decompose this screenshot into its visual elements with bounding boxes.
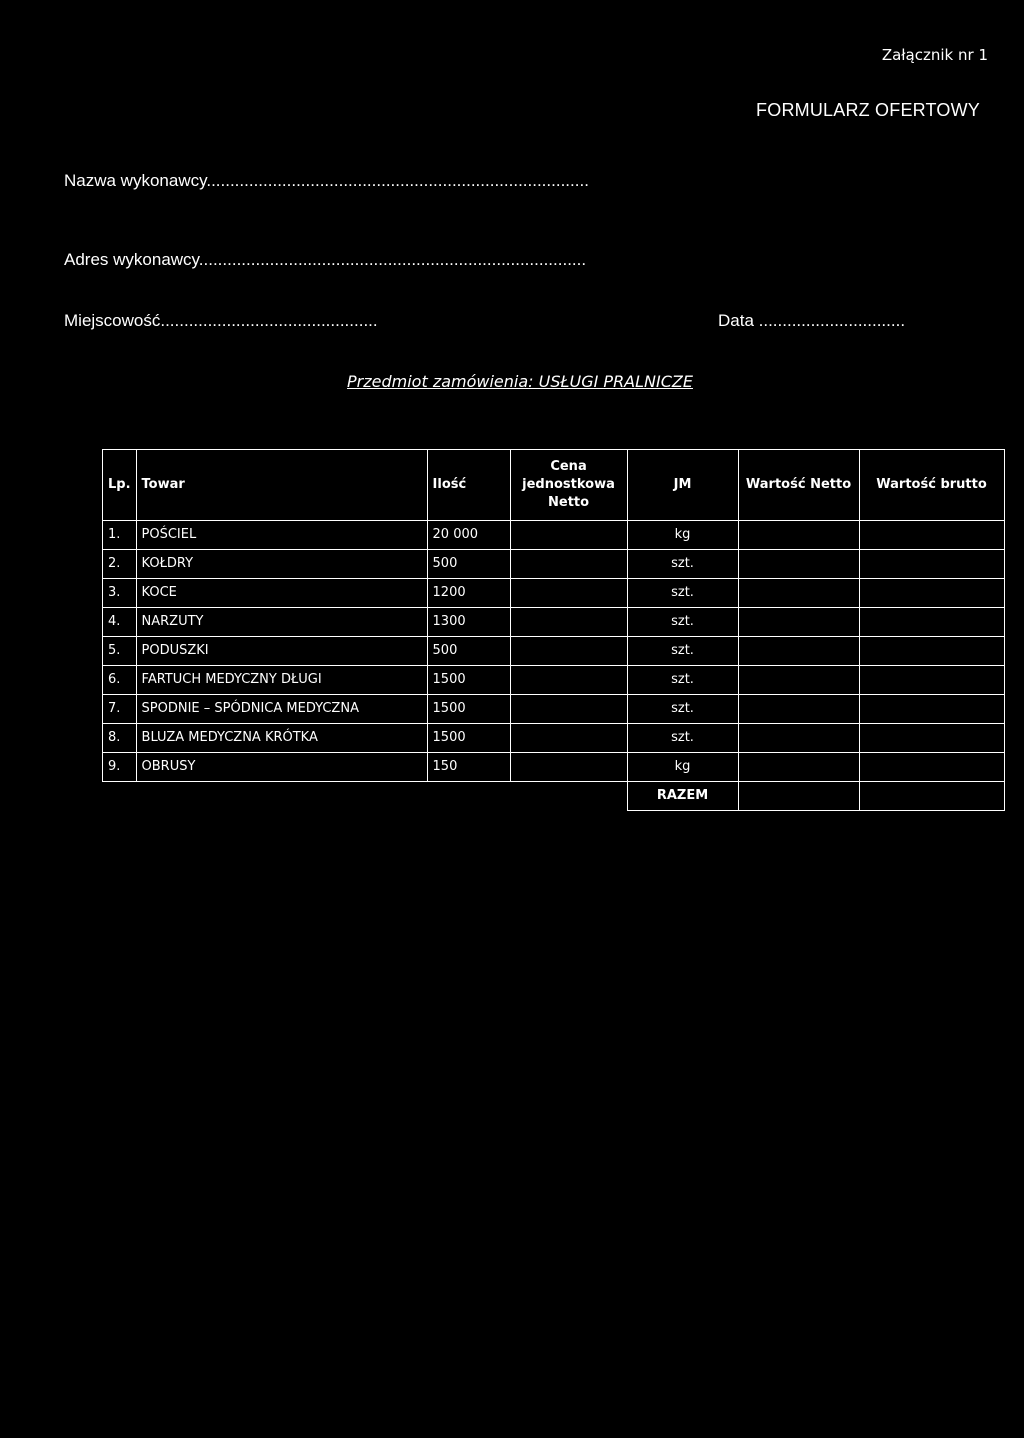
cell-wartosc-brutto[interactable] xyxy=(859,521,1004,550)
header-cena-line3: Netto xyxy=(548,495,590,510)
cell-jm: szt. xyxy=(627,666,738,695)
table-row xyxy=(103,550,1005,579)
header-cena-line1: Cena xyxy=(550,459,587,474)
cell-cena[interactable] xyxy=(510,724,627,753)
cell-towar: NARZUTY xyxy=(136,608,427,637)
table-header-row xyxy=(103,450,1005,521)
header-wartosc-netto: Wartość Netto xyxy=(738,450,859,521)
cell-cena[interactable] xyxy=(510,637,627,666)
attachment-label: Załącznik nr 1 xyxy=(881,46,988,64)
table-row xyxy=(103,753,1005,782)
cell-lp: 5. xyxy=(103,637,137,666)
cell-ilosc: 500 xyxy=(427,637,510,666)
cell-wartosc-netto[interactable] xyxy=(738,695,859,724)
cell-cena[interactable] xyxy=(510,608,627,637)
cell-jm: kg xyxy=(627,521,738,550)
cell-wartosc-netto[interactable] xyxy=(738,579,859,608)
cell-towar: POŚCIEL xyxy=(136,521,427,550)
table-row xyxy=(103,637,1005,666)
header-wartosc-brutto: Wartość brutto xyxy=(859,450,1004,521)
cell-jm: szt. xyxy=(627,637,738,666)
cell-lp: 8. xyxy=(103,724,137,753)
total-spacer xyxy=(136,782,427,811)
cell-ilosc: 500 xyxy=(427,550,510,579)
cell-lp: 9. xyxy=(103,753,137,782)
cell-wartosc-netto[interactable] xyxy=(738,637,859,666)
cell-cena[interactable] xyxy=(510,695,627,724)
cell-wartosc-brutto[interactable] xyxy=(859,579,1004,608)
total-wartosc-netto[interactable] xyxy=(738,782,859,811)
city-field: Miejscowość.............................................. xyxy=(64,311,378,330)
total-spacer xyxy=(427,782,510,811)
table-row xyxy=(103,521,1005,550)
contractor-name-field: Nazwa wykonawcy................................................................................. xyxy=(64,171,589,190)
cell-towar: PODUSZKI xyxy=(136,637,427,666)
cell-ilosc: 1500 xyxy=(427,695,510,724)
cell-lp: 3. xyxy=(103,579,137,608)
header-ilosc: Ilość xyxy=(427,450,510,521)
cell-jm: szt. xyxy=(627,550,738,579)
form-title: FORMULARZ OFERTOWY xyxy=(756,100,980,120)
total-spacer xyxy=(510,782,627,811)
header-cena-line2: jednostkowa xyxy=(522,477,615,492)
cell-ilosc: 1500 xyxy=(427,666,510,695)
cell-towar: KOCE xyxy=(136,579,427,608)
cell-wartosc-netto[interactable] xyxy=(738,550,859,579)
cell-jm: szt. xyxy=(627,579,738,608)
cell-wartosc-netto[interactable] xyxy=(738,608,859,637)
cell-towar: KOŁDRY xyxy=(136,550,427,579)
contractor-address-field: Adres wykonawcy.................................................................................. xyxy=(64,250,587,269)
cell-wartosc-brutto[interactable] xyxy=(859,550,1004,579)
table-row xyxy=(103,579,1005,608)
cell-towar: OBRUSY xyxy=(136,753,427,782)
cell-wartosc-brutto[interactable] xyxy=(859,608,1004,637)
table-row xyxy=(103,666,1005,695)
total-spacer xyxy=(103,782,137,811)
cell-cena[interactable] xyxy=(510,521,627,550)
cell-wartosc-brutto[interactable] xyxy=(859,637,1004,666)
cell-lp: 6. xyxy=(103,666,137,695)
cell-lp: 4. xyxy=(103,608,137,637)
cell-jm: szt. xyxy=(627,724,738,753)
order-subject: Przedmiot zamówienia: USŁUGI PRALNICZE xyxy=(347,372,693,391)
cell-cena[interactable] xyxy=(510,579,627,608)
total-row xyxy=(103,782,1005,811)
cell-lp: 2. xyxy=(103,550,137,579)
offer-table xyxy=(102,449,1005,811)
cell-ilosc: 20 000 xyxy=(427,521,510,550)
table-row xyxy=(103,608,1005,637)
cell-towar: FARTUCH MEDYCZNY DŁUGI xyxy=(136,666,427,695)
date-field: Data ............................... xyxy=(718,311,906,330)
header-towar: Towar xyxy=(136,450,427,521)
total-wartosc-brutto[interactable] xyxy=(859,782,1004,811)
cell-jm: kg xyxy=(627,753,738,782)
cell-cena[interactable] xyxy=(510,550,627,579)
header-jm: JM xyxy=(627,450,738,521)
cell-wartosc-netto[interactable] xyxy=(738,724,859,753)
cell-wartosc-netto[interactable] xyxy=(738,666,859,695)
cell-jm: szt. xyxy=(627,695,738,724)
header-lp: Lp. xyxy=(103,450,137,521)
cell-wartosc-brutto[interactable] xyxy=(859,753,1004,782)
cell-wartosc-brutto[interactable] xyxy=(859,666,1004,695)
table-row xyxy=(103,695,1005,724)
cell-jm: szt. xyxy=(627,608,738,637)
cell-wartosc-brutto[interactable] xyxy=(859,695,1004,724)
cell-wartosc-netto[interactable] xyxy=(738,521,859,550)
cell-ilosc: 150 xyxy=(427,753,510,782)
table-row xyxy=(103,724,1005,753)
header-cena xyxy=(510,450,627,521)
cell-cena[interactable] xyxy=(510,666,627,695)
cell-ilosc: 1500 xyxy=(427,724,510,753)
cell-towar: SPODNIE – SPÓDNICA MEDYCZNA xyxy=(136,695,427,724)
cell-lp: 1. xyxy=(103,521,137,550)
cell-cena[interactable] xyxy=(510,753,627,782)
cell-ilosc: 1200 xyxy=(427,579,510,608)
cell-wartosc-netto[interactable] xyxy=(738,753,859,782)
cell-ilosc: 1300 xyxy=(427,608,510,637)
cell-lp: 7. xyxy=(103,695,137,724)
total-label: RAZEM xyxy=(627,782,738,811)
cell-wartosc-brutto[interactable] xyxy=(859,724,1004,753)
cell-towar: BLUZA MEDYCZNA KRÓTKA xyxy=(136,724,427,753)
